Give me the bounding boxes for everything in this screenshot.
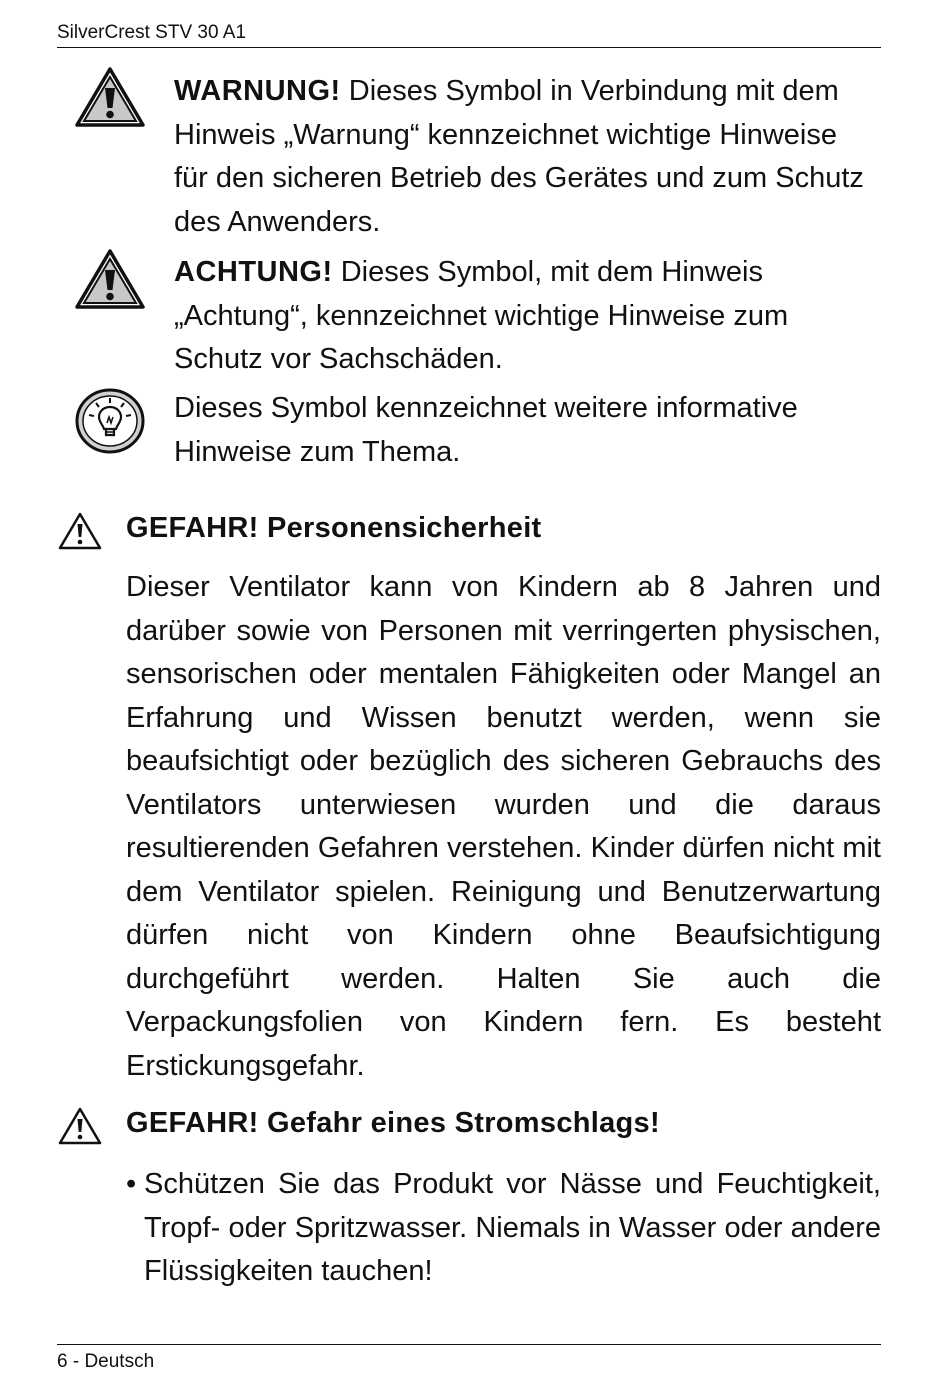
warning-triangle-icon: [74, 66, 146, 128]
bullet-dot: •: [126, 1168, 137, 1200]
stromschlag-bullet-text: Schützen Sie das Produkt vor Nässe und Feuchtigkeit, Tropf- oder Spritzwasser. Niemals in Wasser oder andere Flüssigkeiten tauchen!: [144, 1168, 881, 1287]
footer-page-label: 6 - Deutsch: [57, 1351, 155, 1372]
small-warning-icon: [58, 1107, 102, 1145]
header-rule: [57, 47, 881, 48]
lightbulb-icon: [74, 387, 146, 455]
stromschlag-bullet-item: [126, 1163, 881, 1294]
heading-personensicherheit: GEFAHR! Personensicherheit: [126, 512, 542, 544]
warnung-text: [174, 70, 874, 244]
achtung-text: [174, 251, 834, 382]
achtung-body: Dieses Symbol, mit dem Hinweis „Achtung“, kennzeichnet wichtige Hinweise zum Schutz vor Sachschäden.: [174, 256, 789, 375]
info-text: Dieses Symbol kennzeichnet weitere informative Hinweise zum Thema.: [174, 392, 798, 468]
heading-stromschlag: GEFAHR! Gefahr eines Stromschlags!: [126, 1107, 660, 1139]
personensicherheit-body: Dieser Ventilator kann von Kindern ab 8 Jahren und darüber sowie von Personen mit verringerten physischen, sensorischen oder mentalen Fähigkeiten oder Mangel an Erfahrung und Wissen benutzt werden, wenn sie beaufsichtigt oder bezüglich des sicheren Gebrauchs des Ventilators unterwiesen wurden und die daraus resultierenden Gefahren verstehen. Kinder dürfen nicht mit dem Ventilator spielen. Reinigung und Benutzerwartung dürfen nicht von Kindern ohne Beaufsichtigung durchgeführt werden. Halten Sie auch die Verpackungsfolien von Kindern fern. Es besteht Erstickungsgefahr.: [126, 571, 881, 1082]
warnung-label: WARNUNG!: [174, 75, 341, 107]
achtung-label: ACHTUNG!: [174, 256, 333, 288]
caution-triangle-icon: [74, 248, 146, 310]
footer-rule: [57, 1344, 881, 1345]
header-title: SilverCrest STV 30 A1: [57, 22, 247, 43]
warnung-body: Dieses Symbol in Verbindung mit dem Hinweis „Warnung“ kennzeichnet wichtige Hinweise für den sicheren Betrieb des Gerätes und zum Schutz des Anwenders.: [174, 75, 864, 238]
small-warning-icon: [58, 512, 102, 550]
